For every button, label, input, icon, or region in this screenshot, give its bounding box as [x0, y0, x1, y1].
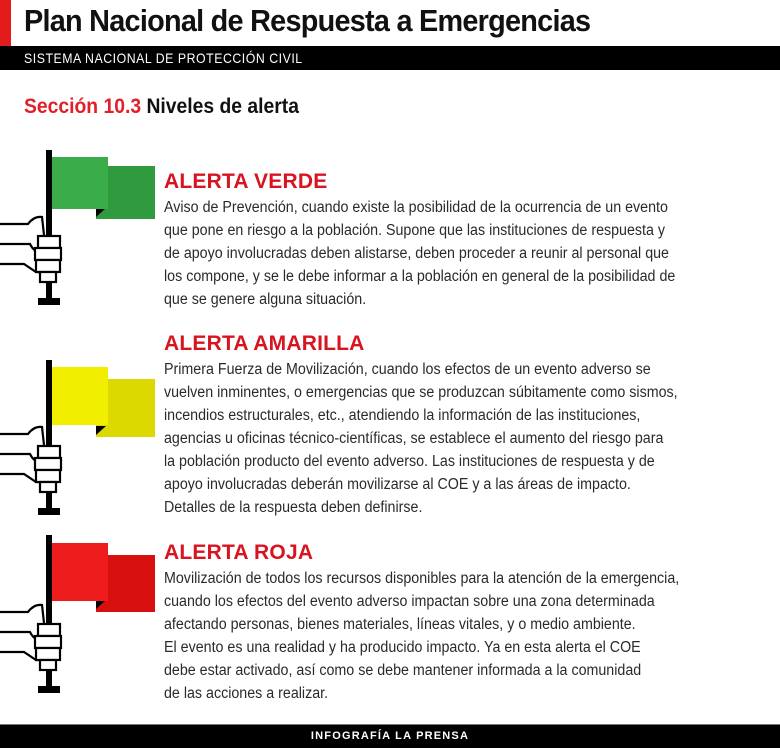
alert-heading: ALERTA AMARILLA — [164, 332, 365, 355]
subtitle-bar — [0, 46, 780, 70]
alert-text-line: Detalles de la respuesta deben definirse. — [164, 499, 423, 516]
alert-text-line: que se genere alguna situación. — [164, 291, 367, 308]
alert-text-line: que pone en riesgo a la población. Supone que las instituciones de respuesta y — [164, 222, 666, 239]
alert-text-line: incendios estructurales, etc., atendiendo la información de las instituciones, — [164, 407, 641, 424]
alert-text-line: de las acciones a realizar. — [164, 685, 329, 702]
alert-text-line: afectando personas, bienes materiales, líneas vitales, y o medio ambiente. — [164, 616, 636, 633]
alert-heading: ALERTA VERDE — [164, 170, 328, 193]
page-subtitle: SISTEMA NACIONAL DE PROTECCIÓN CIVIL — [24, 50, 303, 66]
section-number: Sección 10.3 — [24, 95, 142, 118]
red-flag-icon — [0, 528, 160, 698]
alert-description — [164, 567, 725, 705]
section-name: Niveles de alerta — [146, 95, 299, 118]
green-flag-icon — [0, 140, 160, 310]
alert-text-line: vuelven inminentes, o emergencias que se produzcan súbitamente como sismos, — [164, 384, 678, 401]
alert-text-line: debe estar activado, así como se debe mantener informada a la comunidad — [164, 662, 642, 679]
alert-text-line: apoyo involucradas deberán movilizarse al COE y a las áreas de impacto. — [164, 476, 631, 493]
yellow-flag-icon — [0, 350, 160, 520]
alert-text-line: Primera Fuerza de Movilización, cuando los efectos de un evento adverso se — [164, 361, 651, 378]
alert-text-line: la población producto del evento adverso. Las instituciones de respuesta y de — [164, 453, 655, 470]
alert-description — [164, 196, 725, 311]
header — [0, 0, 780, 70]
header-accent-bar — [0, 0, 11, 46]
footer-credit: INFOGRAFÍA LA PRENSA — [310, 730, 470, 742]
alert-description — [164, 358, 725, 519]
alert-text-line: los compone, y se le debe informar a la población en general de la posibilidad de — [164, 268, 676, 285]
alert-text-line: cuando los efectos del evento adverso impactan sobre una zona determinada — [164, 593, 655, 610]
alert-text-line: agencias u oficinas técnico-científicas, se establece el aumento del riesgo para — [164, 430, 664, 447]
section-title — [24, 95, 299, 119]
alert-text-line: Aviso de Prevención, cuando existe la posibilidad de la ocurrencia de un evento — [164, 199, 668, 216]
alert-heading: ALERTA ROJA — [164, 541, 314, 564]
alert-text-line: Movilización de todos los recursos disponibles para la atención de la emergencia, — [164, 570, 680, 587]
alert-text-line: El evento es una realidad y ha producido impacto. Ya en esta alerta el COE — [164, 639, 641, 656]
alert-text-line: de apoyo involucradas deben alistarse, deben proceder a reunir al personal que — [164, 245, 669, 262]
footer-bar — [0, 724, 780, 748]
page-title: Plan Nacional de Respuesta a Emergencias — [24, 3, 591, 38]
